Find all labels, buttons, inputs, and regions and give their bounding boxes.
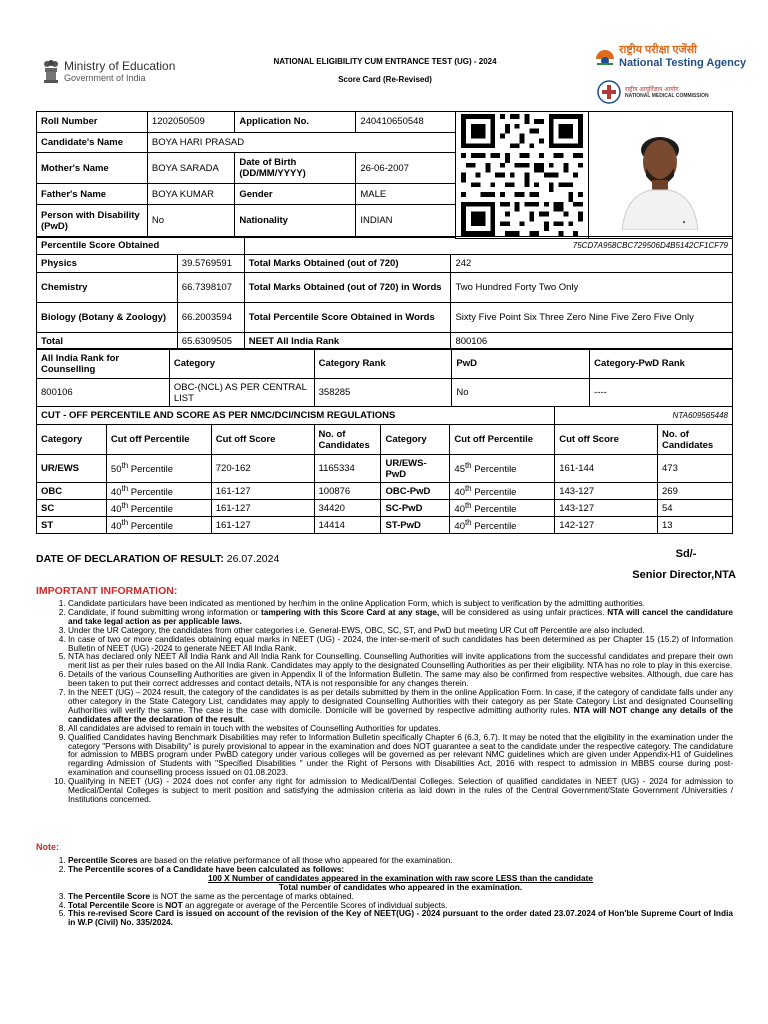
percentile-score-heading: Percentile Score Obtained	[37, 237, 245, 255]
scorecard-title: Score Card (Re-Revised)	[338, 75, 432, 84]
nmc-english-name: NATIONAL MEDICAL COMMISSION	[625, 93, 709, 99]
table-row	[37, 455, 733, 483]
cutoff-table	[36, 406, 733, 534]
chemistry-percentile: 66.7398107	[177, 273, 244, 303]
list-item: 6. Details of the various Counselling Authorities are given in Appendix II of the Information Bulletin. The same may also be confirmed from respective websites. Although, due care has been taken to put their correct addresses and contact details, NTA is not responsible for any changes therein.	[68, 670, 733, 688]
formula-numerator: 100 X Number of candidates appeared in the examination with raw score LESS than the candidate	[208, 872, 593, 883]
biology-percentile: 66.2003594	[177, 303, 244, 333]
list-item: 5. This re-revised Score Card is issued on account of the revision of the Key of NEET(UG) - 2024 pursuant to the order dated 23.07.2024 of Hon'ble Supreme Court of India in W.P (Civil) No. 335/2024.	[68, 909, 733, 927]
pwd-status-value: No	[452, 379, 590, 407]
roll-number-label: Roll Number	[37, 112, 148, 133]
cutoff-category: ST	[37, 517, 107, 534]
cutoff-candidates: 269	[658, 483, 733, 500]
cutoff-percentile: 40th Percentile	[450, 483, 555, 500]
candidate-name-value: BOYA HARI PRASAD	[147, 132, 455, 153]
counselling-rank-value: 800106	[37, 379, 170, 407]
cutoff-category: OBC	[37, 483, 107, 500]
moe-title: Ministry of Education	[64, 59, 176, 73]
cutoff-header: No. of Candidates	[658, 425, 733, 455]
father-name-value: BOYA KUMAR	[147, 184, 234, 205]
important-info-title: IMPORTANT INFORMATION:	[36, 585, 178, 597]
nmc-emblem-icon	[596, 80, 622, 104]
total-marks-value: 242	[451, 255, 733, 273]
category-rank-value: 358285	[314, 379, 452, 407]
list-item: 1. Candidate particulars have been indicated as mentioned by her/him in the online Application Form, which is subject to verification by the admitting authorities.	[68, 599, 733, 608]
air-label: NEET All India Rank	[244, 333, 451, 350]
nta-hindi-name: राष्ट्रीय परीक्षा एजेंसी	[619, 44, 697, 56]
cutoff-score: 720-162	[211, 455, 314, 483]
cutoff-percentile: 40th Percentile	[450, 517, 555, 534]
list-item: 2. The Percentile scores of a Candidate have been calculated as follows: 100 X Number of candidates appeared in the examination with raw score LESS than the candidate Total number of candidates who appeared in the examination.	[68, 865, 733, 892]
dob-value: 26-06-2007	[356, 153, 455, 184]
cutoff-candidates: 14414	[314, 517, 381, 534]
signature: Sd/-	[675, 548, 697, 560]
pwd-value: No	[147, 204, 234, 237]
air-value: 800106	[451, 333, 733, 350]
national-emblem-icon	[42, 58, 60, 84]
cutoff-category: SC-PwD	[381, 500, 450, 517]
table-row	[37, 517, 733, 534]
cutoff-percentile: 40th Percentile	[106, 517, 211, 534]
formula-denominator: Total number of candidates who appeared in the examination.	[278, 881, 523, 892]
cutoff-header: Cut off Score	[211, 425, 314, 455]
declaration-date: DATE OF DECLARATION OF RESULT: 26.07.2024	[36, 553, 280, 565]
exam-title: NATIONAL ELIGIBILITY CUM ENTRANCE TEST (UG) - 2024	[273, 57, 497, 66]
note-title: Note:	[36, 842, 59, 852]
list-item: 3. Under the UR Category, the candidates from other categories i.e. General-EWS, OBC, SC, ST, and PwD but meeting UR Cut off Percentile are also included.	[68, 626, 733, 635]
table-row	[37, 500, 733, 517]
photo-cell	[588, 112, 732, 239]
candidate-name-label: Candidate's Name	[37, 132, 148, 153]
total-marks-label: Total Marks Obtained (out of 720)	[244, 255, 451, 273]
cutoff-code: NTA609565448	[555, 407, 733, 425]
cutoff-candidates: 54	[658, 500, 733, 517]
cutoff-header: Category	[381, 425, 450, 455]
cutoff-score: 161-127	[211, 483, 314, 500]
counselling-rank-heading: All India Rank for Counselling	[37, 349, 170, 379]
dob-label: Date of Birth (DD/MM/YYYY)	[235, 153, 356, 184]
cutoff-percentile: 50th Percentile	[106, 455, 211, 483]
cutoff-candidates: 473	[658, 455, 733, 483]
cutoff-header: Cut off Percentile	[450, 425, 555, 455]
list-item: 3. The Percentile Score is NOT the same as the percentage of marks obtained.	[68, 892, 733, 901]
cutoff-percentile: 40th Percentile	[106, 500, 211, 517]
signatory: Senior Director,NTA	[632, 569, 736, 581]
list-item: 5. NTA has declared only NEET All India Rank and All India Rank for Counselling. Counselling Authorities will invite applications from the successful candidates and prepare their own merit list as per their rules based on the All India Rank. Candidates may apply to the designated Counselling Authorities as per their eligibility. NTA has no role to play in this exercise.	[68, 652, 733, 670]
nmc-logo	[596, 80, 709, 104]
category-pwd-rank-value: ----	[590, 379, 733, 407]
total-percentile-label: Total	[37, 333, 178, 350]
percentile-in-words-value: Sixty Five Point Six Three Zero Nine Five Zero Five Only	[451, 303, 733, 333]
cutoff-percentile: 40th Percentile	[106, 483, 211, 500]
percentile-in-words-label: Total Percentile Score Obtained in Words	[244, 303, 451, 333]
cutoff-title: CUT - OFF PERCENTILE AND SCORE AS PER NMC/DCI/NCISM REGULATIONS	[37, 407, 555, 425]
list-item: 4. In case of two or more candidates obtaining equal marks in NEET (UG) - 2024, the inter-se-merit of such candidates has been determined as per Chapter 15 (15.2) of Information Bulletin of NEET (UG) -2024 to generate NEET All India Rank.	[68, 635, 733, 653]
physics-label: Physics	[37, 255, 178, 273]
marks-in-words-label: Total Marks Obtained (out of 720) in Words	[244, 273, 451, 303]
gender-value: MALE	[356, 184, 455, 205]
nationality-label: Nationality	[235, 204, 356, 237]
chemistry-label: Chemistry	[37, 273, 178, 303]
cutoff-candidates: 1165334	[314, 455, 381, 483]
pwd-heading: PwD	[452, 349, 590, 379]
cutoff-score: 161-127	[211, 500, 314, 517]
list-item: 2. Candidate, if found submitting wrong information or tampering with this Score Card at any stage, will be considered as using unfair practices. NTA will cancel the candidature and take legal action as per applicable laws.	[68, 608, 733, 626]
qr-code-cell	[455, 112, 588, 239]
physics-percentile: 39.5769591	[177, 255, 244, 273]
list-item: 4. Total Percentile Score is NOT an aggregate or average of the Percentile Scores of individual subjects.	[68, 901, 733, 910]
cutoff-header: No. of Candidates	[314, 425, 381, 455]
cutoff-percentile: 45th Percentile	[450, 455, 555, 483]
notes-list	[52, 856, 733, 927]
verification-hash: 75CD7A958CBC729506D4B5142CF1CF79	[244, 237, 732, 255]
cutoff-category: UR/EWS-PwD	[381, 455, 450, 483]
cutoff-category: ST-PwD	[381, 517, 450, 534]
cutoff-header: Cut off Percentile	[106, 425, 211, 455]
list-item: 8. All candidates are advised to remain in touch with the websites of Counselling Authorities for updates.	[68, 724, 733, 733]
candidate-photo	[608, 120, 712, 230]
application-number-value: 240410650548	[356, 112, 455, 133]
table-row	[37, 483, 733, 500]
marks-in-words-value: Two Hundred Forty Two Only	[451, 273, 733, 303]
cutoff-candidates: 13	[658, 517, 733, 534]
nationality-value: INDIAN	[356, 204, 455, 237]
cutoff-score: 142-127	[555, 517, 658, 534]
header	[0, 0, 768, 110]
nta-emblem-icon	[594, 45, 616, 67]
cutoff-percentile: 40th Percentile	[450, 500, 555, 517]
biology-label: Biology (Botany & Zoology)	[37, 303, 178, 333]
roll-number-value: 1202050509	[147, 112, 234, 133]
category-value: OBC-(NCL) AS PER CENTRAL LIST	[169, 379, 314, 407]
candidate-details-table	[36, 111, 733, 239]
cutoff-candidates: 100876	[314, 483, 381, 500]
category-pwd-rank-heading: Category-PwD Rank	[590, 349, 733, 379]
cutoff-score: 143-127	[555, 483, 658, 500]
cutoff-score: 143-127	[555, 500, 658, 517]
qr-code	[458, 114, 586, 236]
counselling-table	[36, 348, 733, 407]
list-item: 10. Qualifying in NEET (UG) - 2024 does not confer any right for admission to Medical/Dental Colleges. Selection of qualified candidates in NEET (UG) - 2024 for admission to Medical/Dental Colleges is subject to merit position and satisfying the admission criteria as laid down in the rules of the Central Government/State Government /Universities / Institutions concerned.	[68, 777, 733, 804]
list-item: 7. In the NEET (UG) – 2024 result, the category of the candidates is as per details submitted by them in the online Application Form. In case, if the category of candidate falls under any other category in the State Category List, candidates may apply to designated Counselling Authorities with their category as per State Category List and designated Counselling Authorities will verify the same. The case is the case with domicile. Domicile will be governed by respective admitting authority rules. NTA will NOT change any details of the candidates after the declaration of the result.	[68, 688, 733, 724]
moe-logo	[42, 58, 175, 84]
mother-name-value: BOYA SARADA	[147, 153, 234, 184]
cutoff-category: UR/EWS	[37, 455, 107, 483]
cutoff-header: Category	[37, 425, 107, 455]
important-info-list	[52, 599, 733, 804]
category-rank-heading: Category Rank	[314, 349, 452, 379]
category-heading: Category	[169, 349, 314, 379]
scores-table	[36, 236, 733, 350]
list-item: 9. Qualified Candidates having Benchmark Disabilities may refer to Information Bulletin specifically Chapter 6 (6.3, 6.7). It may be noted that the eligibility in the examination under the category "Persons with Disability" is purely provisional to appear in the examination and does NOT guarantee a seat to the candidate under the respective category. The candidature for admission to MBBS program under PwBD category under various colleges will be governed as per relevant NMC guidelines which are given under Appendix-H1 of Guidelines regarding Admission of Students with "Specified Disabilities " under the Right of Persons with Disabilities Act, 2016 with respect to admission in MBBS course during post-examination and counselling process issued on 01.08.2023.	[68, 733, 733, 778]
cutoff-score: 161-144	[555, 455, 658, 483]
cutoff-category: OBC-PwD	[381, 483, 450, 500]
mother-name-label: Mother's Name	[37, 153, 148, 184]
nmc-hindi-name: राष्ट्रीय आयुर्विज्ञान आयोग	[625, 87, 679, 93]
application-number-label: Application No.	[235, 112, 356, 133]
cutoff-header: Cut off Score	[555, 425, 658, 455]
cutoff-candidates: 34420	[314, 500, 381, 517]
gender-label: Gender	[235, 184, 356, 205]
pwd-label: Person with Disability (PwD)	[37, 204, 148, 237]
cutoff-score: 161-127	[211, 517, 314, 534]
moe-subtitle: Government of India	[64, 73, 146, 83]
nta-english-name: National Testing Agency	[619, 57, 747, 69]
total-percentile-value: 65.6309505	[177, 333, 244, 350]
cutoff-category: SC	[37, 500, 107, 517]
nta-logo	[594, 42, 746, 69]
father-name-label: Father's Name	[37, 184, 148, 205]
list-item: 1. Percentile Scores are based on the relative performance of all those who appeared for the examination.	[68, 856, 733, 865]
